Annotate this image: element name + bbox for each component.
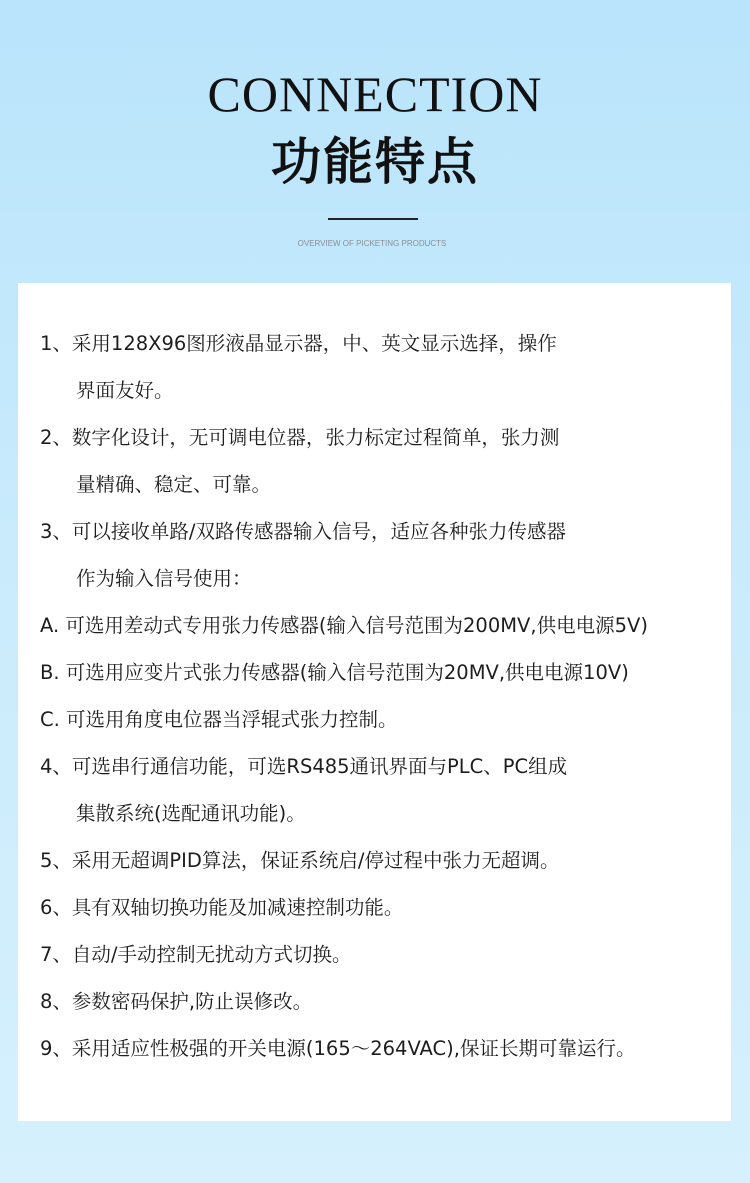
feature-4-line-1: 4、可选串行通信功能，可选RS485通讯界面与PLC、PC组成 (40, 755, 568, 778)
feature-9: 9、采用适应性极强的开关电源(165～264VAC),保证长期可靠运行。 (40, 1037, 636, 1060)
title-chinese: 功能特点 (271, 133, 479, 191)
feature-3-line-2: 作为输入信号使用： (76, 567, 252, 590)
feature-8: 8、参数密码保护,防止误修改。 (40, 990, 313, 1013)
feature-3b: B. 可选用应变片式张力传感器(输入信号范围为20MV,供电电源10V) (40, 661, 629, 684)
feature-3-line-1: 3、可以接收单路/双路传感器输入信号，适应各种张力传感器 (40, 520, 566, 543)
title-english: CONNECTION (207, 66, 543, 122)
feature-6: 6、具有双轴切换功能及加减速控制功能。 (40, 896, 404, 919)
feature-1-line-2: 界面友好。 (76, 379, 174, 402)
title-divider (328, 218, 418, 220)
feature-2-line-2: 量精确、稳定、可靠。 (76, 473, 272, 496)
features-card (18, 283, 731, 1121)
feature-3a: A. 可选用差动式专用张力传感器(输入信号范围为200MV,供电电源5V) (40, 614, 648, 637)
feature-7: 7、自动/手动控制无扰动方式切换。 (40, 943, 352, 966)
features-list (40, 329, 730, 1081)
feature-5: 5、采用无超调PID算法，保证系统启/停过程中张力无超调。 (40, 849, 560, 872)
header (0, 0, 750, 280)
subtitle: OVERVIEW OF PICKETING PRODUCTS (297, 239, 447, 248)
feature-3c: C. 可选用角度电位器当浮辊式张力控制。 (40, 708, 398, 731)
feature-1-line-1: 1、采用128X96图形液晶显示器，中、英文显示选择，操作 (40, 332, 557, 355)
feature-2-line-1: 2、数字化设计，无可调电位器，张力标定过程简单，张力测 (40, 426, 560, 449)
feature-4-line-2: 集散系统(选配通讯功能)。 (76, 802, 306, 825)
